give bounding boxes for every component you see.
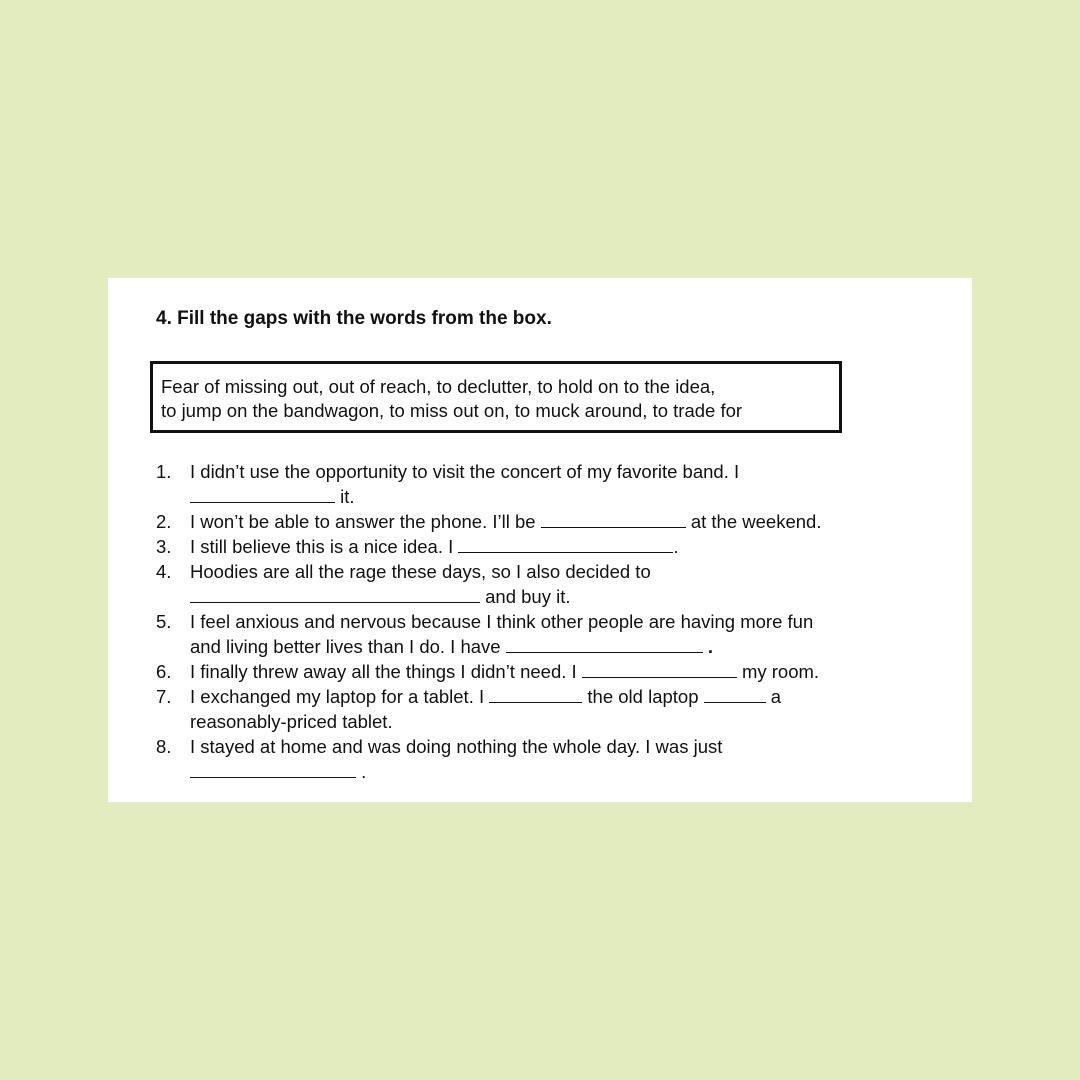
gap-blank[interactable] bbox=[190, 759, 356, 778]
exercise-items bbox=[156, 459, 946, 784]
word-box bbox=[150, 361, 842, 433]
item-text: . bbox=[361, 761, 367, 782]
item-text: . bbox=[673, 536, 679, 557]
item-number: 7. bbox=[156, 686, 172, 707]
item-text: I stayed at home and was doing nothing the whole day. I was just bbox=[190, 736, 723, 757]
gap-blank[interactable] bbox=[506, 634, 703, 653]
gap-blank[interactable] bbox=[704, 684, 766, 703]
gap-blank[interactable] bbox=[582, 659, 737, 678]
item-text: I exchanged my laptop for a tablet. I bbox=[190, 686, 485, 707]
list-item-6 bbox=[156, 659, 946, 684]
item-text: reasonably-priced tablet. bbox=[190, 711, 393, 732]
word-box-line-2: to jump on the bandwagon, to miss out on, to muck around, to trade for bbox=[161, 400, 743, 421]
item-number: 2. bbox=[156, 511, 172, 532]
gap-blank[interactable] bbox=[541, 509, 686, 528]
item-number: 3. bbox=[156, 536, 172, 557]
list-item-2 bbox=[156, 509, 946, 534]
item-number: 5. bbox=[156, 611, 172, 632]
item-text: I won’t be able to answer the phone. I’ll be bbox=[190, 511, 536, 532]
list-item-3 bbox=[156, 534, 946, 559]
exercise-heading: 4. Fill the gaps with the words from the box. bbox=[156, 308, 552, 329]
item-text: . bbox=[707, 636, 714, 657]
item-text: and buy it. bbox=[485, 586, 571, 607]
list-item-8 bbox=[156, 734, 946, 759]
item-number: 8. bbox=[156, 736, 172, 757]
word-box-line-1: Fear of missing out, out of reach, to declutter, to hold on to the idea, bbox=[161, 376, 716, 397]
item-number: 1. bbox=[156, 461, 172, 482]
item-text: my room. bbox=[741, 661, 820, 682]
list-item-1 bbox=[156, 459, 946, 484]
gap-blank[interactable] bbox=[458, 534, 673, 553]
item-text: I didn’t use the opportunity to visit the concert of my favorite band. I bbox=[190, 461, 740, 482]
worksheet-card bbox=[108, 278, 972, 802]
item-text: and living better lives than I do. I have bbox=[190, 636, 501, 657]
item-text: the old laptop bbox=[587, 686, 699, 707]
item-text: I finally threw away all the things I didn’t need. I bbox=[190, 661, 577, 682]
item-number: 6. bbox=[156, 661, 172, 682]
list-item-7 bbox=[156, 684, 946, 709]
list-item-4 bbox=[156, 559, 946, 584]
list-item-5 bbox=[156, 609, 946, 634]
item-text: it. bbox=[340, 486, 355, 507]
item-text: Hoodies are all the rage these days, so I also decided to bbox=[190, 561, 651, 582]
item-text: I still believe this is a nice idea. I bbox=[190, 536, 454, 557]
item-text: I feel anxious and nervous because I think other people are having more fun bbox=[190, 611, 814, 632]
item-text: at the weekend. bbox=[690, 511, 822, 532]
gap-blank[interactable] bbox=[190, 484, 335, 503]
gap-blank[interactable] bbox=[489, 684, 582, 703]
item-number: 4. bbox=[156, 561, 172, 582]
item-text: a bbox=[770, 686, 782, 707]
gap-blank[interactable] bbox=[190, 584, 480, 603]
